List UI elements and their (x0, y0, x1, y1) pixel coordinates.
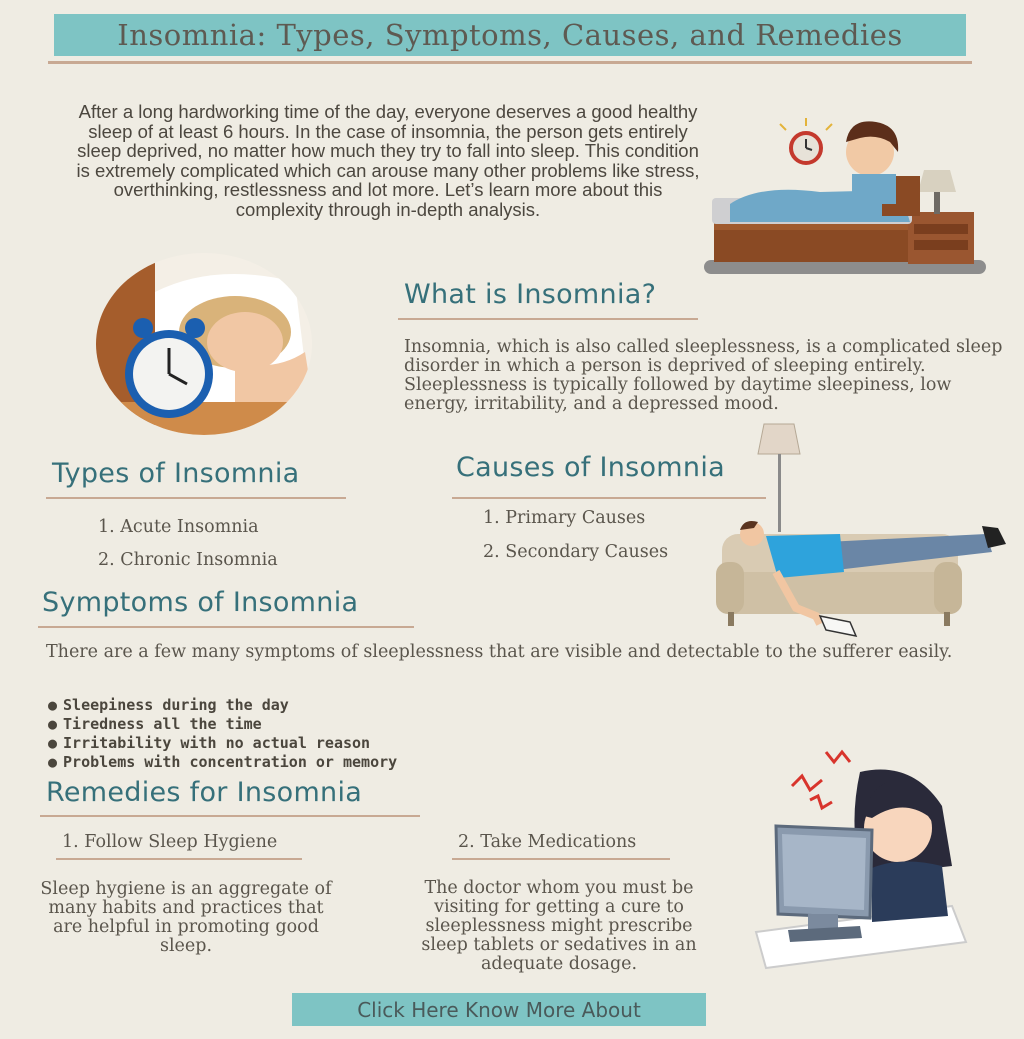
page-title: Insomnia: Types, Symptoms, Causes, and Remedies (54, 14, 966, 56)
symptoms-text: There are a few many symptoms of sleeplessness that are visible and detectable to the sufferer easily. (46, 642, 953, 662)
remedy-2-text: The doctor whom you must be visiting for getting a cure to sleeplessness might prescribe sleep tablets or sedatives in an adequate dosage. (421, 878, 697, 974)
remedy-2-title: 2. Take Medications (458, 832, 637, 852)
stressed-woman-at-computer-illustration (752, 746, 974, 972)
types-of-insomnia-heading: Types of Insomnia (52, 458, 300, 489)
man-sleeping-on-sofa-illustration (716, 512, 1012, 644)
man-in-bed-with-alarm-clock-illustration (700, 112, 990, 280)
symptom-bullet-3: ● Irritability with no actual reason (48, 734, 397, 753)
woman-yawning-with-alarm-clock-photo (95, 252, 313, 436)
types-list-item-2: 2. Chronic Insomnia (98, 550, 278, 570)
remedy-1-text: Sleep hygiene is an aggregate of many habits and practices that are helpful in promoting good sleep. (40, 879, 332, 956)
remedies-for-insomnia-heading: Remedies for Insomnia (46, 777, 363, 808)
remedy-2-divider (452, 858, 670, 860)
causes-divider (452, 497, 766, 499)
causes-of-insomnia-heading: Causes of Insomnia (456, 452, 725, 483)
what-is-divider (398, 318, 698, 320)
intro-paragraph: After a long hardworking time of the day, everyone deserves a good healthy sleep of at least 6 hours. In the case of insomnia, the person gets entirely sleep deprived, no matter how much they try to fall into sleep. This condition is extremely complicated which can arouse many other problems like stress, overthinking, restlessness and lot more. Let’s learn more about this complexity through in-depth analysis. (76, 101, 700, 220)
title-divider (48, 61, 972, 64)
types-list-item-1: 1. Acute Insomnia (98, 517, 259, 537)
symptom-bullet-1: ● Sleepiness during the day (48, 696, 397, 715)
symptoms-of-insomnia-heading: Symptoms of Insomnia (42, 587, 359, 618)
remedies-divider (40, 815, 420, 817)
remedy-1-title: 1. Follow Sleep Hygiene (62, 832, 278, 852)
what-is-insomnia-heading: What is Insomnia? (404, 279, 657, 310)
causes-list-item-1: 1. Primary Causes (483, 508, 646, 528)
types-divider (46, 497, 346, 499)
symptom-bullet-4: ● Problems with concentration or memory (48, 753, 397, 772)
what-is-insomnia-text: Insomnia, which is also called sleeplessness, is a complicated sleep disorder in which a person is deprived of sleeping entirely. Sleeplessness is typically followed by daytime sleepiness, low energy, irritability, and a depressed mood. (404, 337, 1003, 414)
symptom-bullet-2: ● Tiredness all the time (48, 715, 397, 734)
symptoms-bullet-list (48, 696, 397, 772)
causes-list-item-2: 2. Secondary Causes (483, 542, 669, 562)
symptoms-divider (38, 626, 414, 628)
remedy-1-divider (56, 858, 302, 860)
know-more-button[interactable]: Click Here Know More About (292, 993, 706, 1026)
